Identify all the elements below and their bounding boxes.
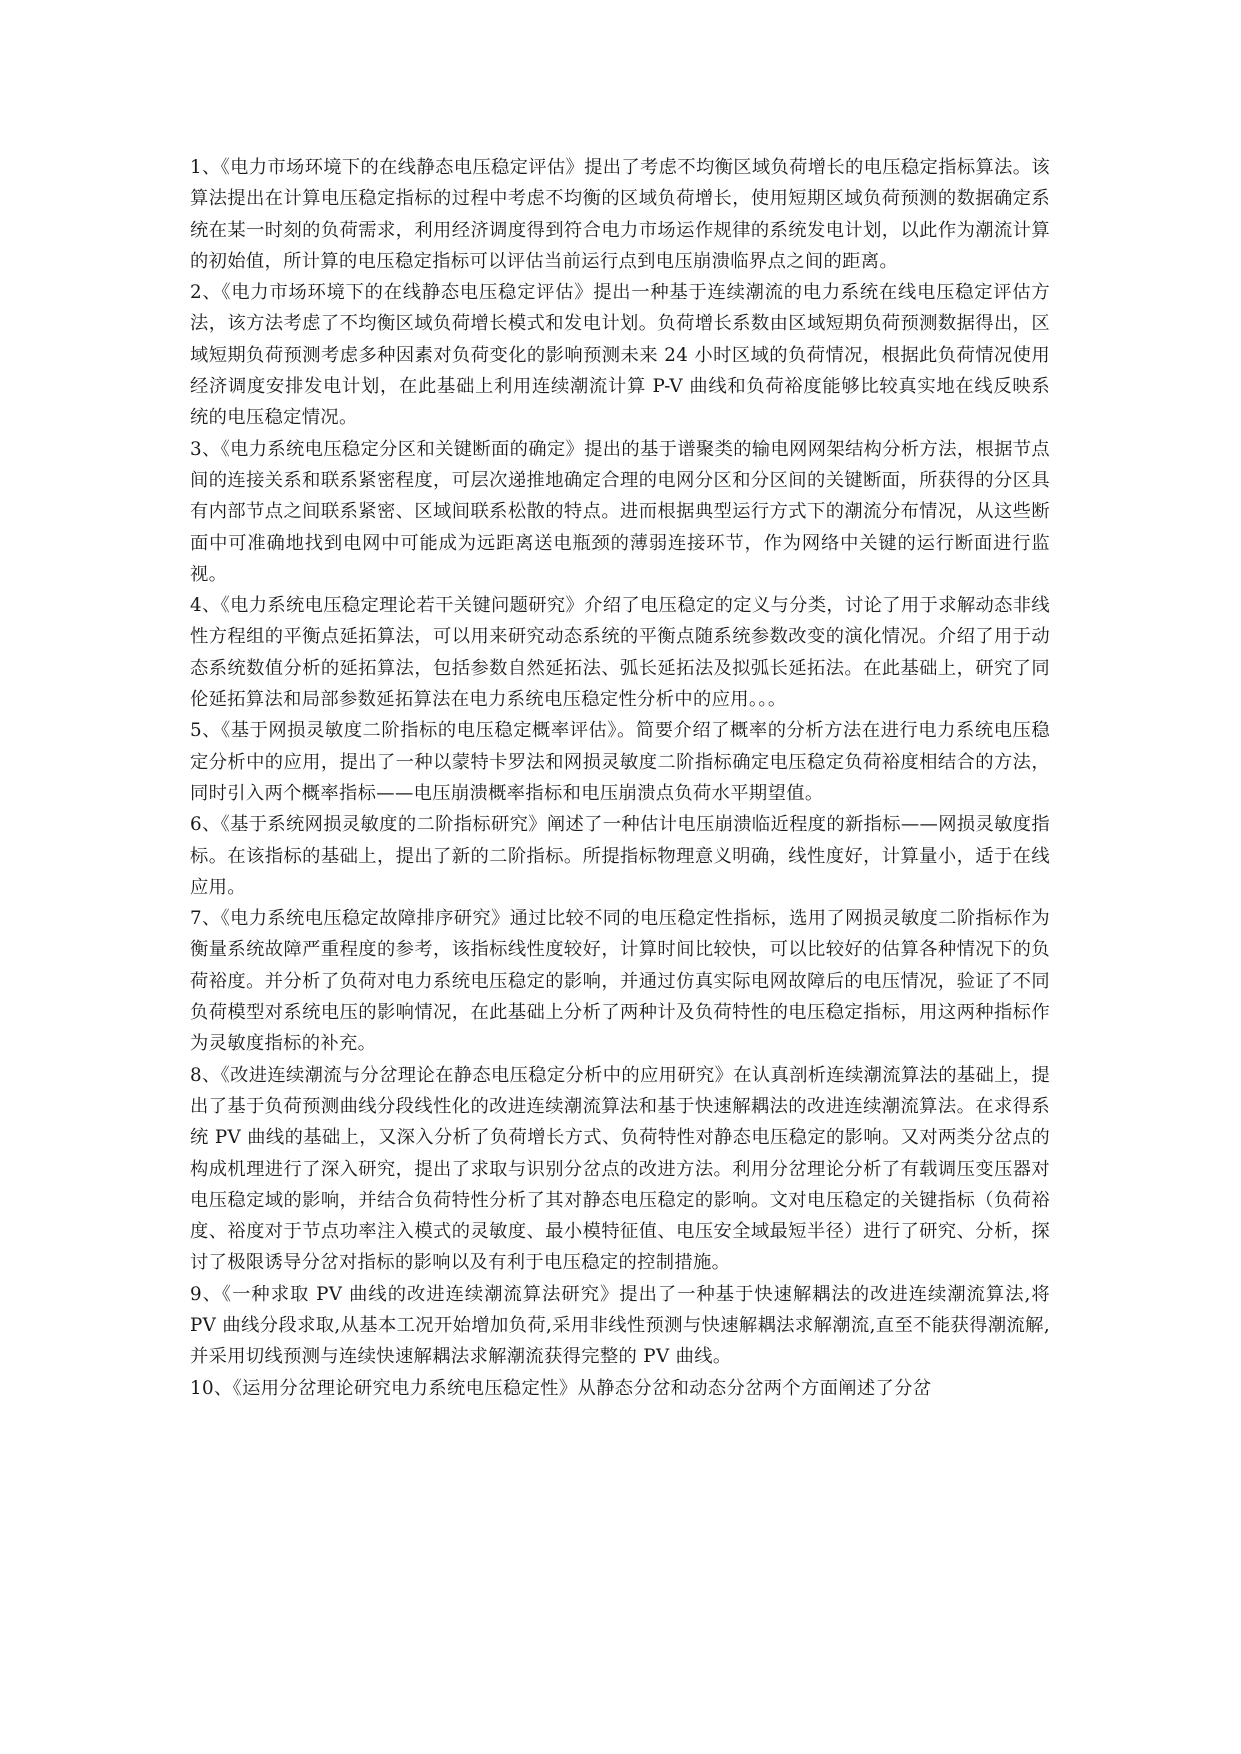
paragraph-5: 5、《基于网损灵敏度二阶指标的电压稳定概率评估》。简要介绍了概率的分析方法在进行电力系统电压稳定分析中的应用，提出了一种以蒙特卡罗法和网损灵敏度二阶指标确定电压稳定负荷裕度相结合的方法，同时引入两个概率指标——电压崩溃概率指标和电压崩溃点负荷水平期望值。 — [190, 720, 1050, 804]
paragraph-2: 2、《电力市场环境下的在线静态电压稳定评估》提出一种基于连续潮流的电力系统在线电压稳定评估方法，该方法考虑了不均衡区域负荷增长模式和发电计划。负荷增长系数由区域短期负荷预测数据得出，区域短期负荷预测考虑多种因素对负荷变化的影响预测未来 24 小时区域的负荷情况，根据此负荷情况使用经济调度安排发电计划，在此基础上利用连续潮流计算 P-V 曲线和负荷裕度能够比较真实地在线反映系统的电压稳定情况。 — [190, 282, 1050, 429]
paragraph-7: 7、《电力系统电压稳定故障排序研究》通过比较不同的电压稳定性指标，选用了网损灵敏度二阶指标作为衡量系统故障严重程度的参考，该指标线性度较好，计算时间比较快，可以比较好的估算各种情况下的负荷裕度。并分析了负荷对电力系统电压稳定的影响，并通过仿真实际电网故障后的电压情况，验证了不同负荷模型对系统电压的影响情况，在此基础上分析了两种计及负荷特性的电压稳定指标，用这两种指标作为灵敏度指标的补充。 — [190, 908, 1050, 1055]
paragraph-4: 4、《电力系统电压稳定理论若干关键问题研究》介绍了电压稳定的定义与分类，讨论了用于求解动态非线性方程组的平衡点延拓算法，可以用来研究动态系统的平衡点随系统参数改变的演化情况。介绍了用于动态系统数值分析的延拓算法，包括参数自然延拓法、弧长延拓法及拟弧长延拓法。在此基础上，研究了同伦延拓算法和局部参数延拓算法在电力系统电压稳定性分析中的应用。。。 — [190, 595, 1050, 711]
document-body — [190, 152, 1050, 1404]
paragraph-8: 8、《改进连续潮流与分岔理论在静态电压稳定分析中的应用研究》在认真剖析连续潮流算法的基础上，提出了基于负荷预测曲线分段线性化的改进连续潮流算法和基于快速解耦法的改进连续潮流算法。在求得系统 PV 曲线的基础上，又深入分析了负荷增长方式、负荷特性对静态电压稳定的影响。又对两类分岔点的构成机理进行了深入研究，提出了求取与识别分岔点的改进方法。利用分岔理论分析了有载调压变压器对电压稳定域的影响，并结合负荷特性分析了其对静态电压稳定的影响。文对电压稳定的关键指标（负荷裕度、裕度对于节点功率注入模式的灵敏度、最小模特征值、电压安全域最短半径）进行了研究、分析，探讨了极限诱导分岔对指标的影响以及有利于电压稳定的控制措施。 — [190, 1064, 1050, 1274]
paragraph-6: 6、《基于系统网损灵敏度的二阶指标研究》阐述了一种估计电压崩溃临近程度的新指标——网损灵敏度指标。在该指标的基础上，提出了新的二阶指标。所提指标物理意义明确，线性度好，计算量小，适于在线应用。 — [190, 814, 1050, 898]
paragraph-9: 9、《一种求取 PV 曲线的改进连续潮流算法研究》提出了一种基于快速解耦法的改进连续潮流算法,将 PV 曲线分段求取,从基本工况开始增加负荷,采用非线性预测与快速解耦法求解潮流,直至不能获得潮流解,并采用切线预测与连续快速解耦法求解潮流获得完整的 PV 曲线。 — [190, 1283, 1050, 1368]
paragraph-1: 1、《电力市场环境下的在线静态电压稳定评估》提出了考虑不均衡区域负荷增长的电压稳定指标算法。该算法提出在计算电压稳定指标的过程中考虑不均衡的区域负荷增长，使用短期区域负荷预测的数据确定系统在某一时刻的负荷需求，利用经济调度得到符合电力市场运作规律的系统发电计划，以此作为潮流计算的初始值，所计算的电压稳定指标可以评估当前运行点到电压崩溃临界点之间的距离。 — [190, 157, 1050, 272]
paragraph-3: 3、《电力系统电压稳定分区和关键断面的确定》提出的基于谱聚类的输电网网架结构分析方法，根据节点间的连接关系和联系紧密程度，可层次递推地确定合理的电网分区和分区间的关键断面，所获得的分区具有内部节点之间联系紧密、区域间联系松散的特点。进而根据典型运行方式下的潮流分布情况，从这些断面中可准确地找到电网中可能成为远距离送电瓶颈的薄弱连接环节，作为网络中关键的运行断面进行监视。 — [190, 438, 1050, 585]
paragraph-10: 10、《运用分岔理论研究电力系统电压稳定性》从静态分岔和动态分岔两个方面阐述了分岔 — [190, 1377, 932, 1399]
